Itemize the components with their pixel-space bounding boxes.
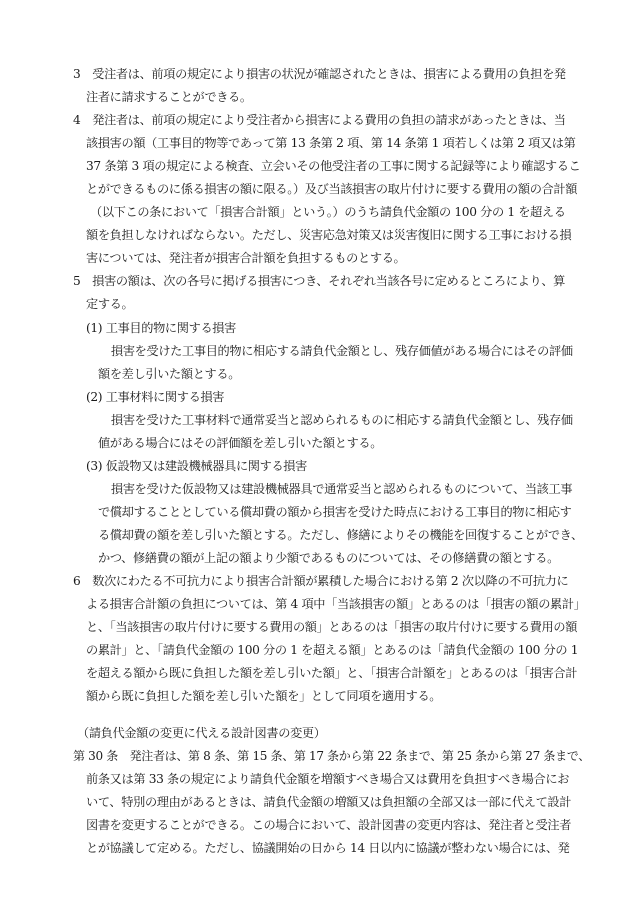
text-line: 前条又は第 33 条の規定により請負代金額を増額すべき場合又は費用を負担すべき場合にお xyxy=(86,772,570,786)
text-line: 値がある場合にはその評価額を差し引いた額とする。 xyxy=(98,436,383,450)
text-line: を超える額から既に負担した額を差し引いた額」と、「損害合計額を」とあるのは「損害合計 xyxy=(86,666,578,680)
text-line: とができるものに係る損害の額に限る。）及び当該損害の取片付けに要する費用の額の合計額 xyxy=(86,182,578,196)
text-line: 定する。 xyxy=(86,297,134,311)
text-line: 該損害の額（工事目的物等であって第 13 条第 2 項、第 14 条第 1 項若しくは第 2 項又は第 xyxy=(86,136,576,150)
text-line: る償却費の額を差し引いた額とする。ただし、修繕によりその機能を回復することができ、 xyxy=(98,528,583,542)
text-line: いて、特別の理由があるときは、請負代金額の増額又は負担額の全部又は一部に代えて設計 xyxy=(86,795,572,809)
text-line: 3 受注者は、前項の規定により損害の状況が確認されたときは、損害による費用の負担を発 xyxy=(73,67,566,81)
text-line: よる損害合計額の負担については、第 4 項中「当該損害の額」とあるのは「損害の額の累計」 xyxy=(86,597,586,611)
text-line: 額を差し引いた額とする。 xyxy=(98,367,241,381)
text-line: かつ、修繕費の額が上記の額より少額であるものについては、その修繕費の額とする。 xyxy=(98,551,559,565)
article-heading-line: 第 30 条 発注者は、第 8 条、第 15 条、第 17 条から第 22 条まで、第 25 条から第 27 条まで、 xyxy=(73,749,590,763)
text-line: (3) 仮設物又は建設機械器具に関する損害 xyxy=(86,459,307,473)
text-line: の累計」と、「請負代金額の 100 分の 1 を超える額」とあるのは「請負代金額の 100 分の 1 xyxy=(86,643,579,657)
text-line: 図書を変更することができる。この場合において、設計図書の変更内容は、発注者と受注者 xyxy=(86,818,572,832)
text-line: （以下この条において「損害合計額」という。）のうち請負代金額の 100 分の 1 を超える xyxy=(90,205,566,219)
text-line: 37 条第 3 項の規定による検査、立会いその他受注者の工事に関する記録等により確認するこ xyxy=(86,159,581,173)
section-heading: （請負代金額の変更に代える設計図書の変更） xyxy=(77,726,326,740)
text-line: 注者に請求することができる。 xyxy=(86,90,252,104)
text-line: 5 損害の額は、次の各号に掲げる損害につき、それぞれ当該各号に定めるところにより、算 xyxy=(73,274,566,288)
text-line: 損害を受けた仮設物又は建設機械器具で通常妥当と認められるものについて、当該工事 xyxy=(111,482,573,496)
text-line: 6 数次にわたる不可抗力により損害合計額が累積した場合における第 2 次以降の不可抗力に xyxy=(73,574,569,588)
text-line: 額から既に負担した額を差し引いた額を」として同項を適用する。 xyxy=(86,689,442,703)
text-line: 害については、発注者が損害合計額を負担するものとする。 xyxy=(86,251,406,265)
text-line: とが協議して定める。ただし、協議開始の日から 14 日以内に協議が整わない場合には、発 xyxy=(86,841,570,855)
text-line: 額を負担しなければならない。ただし、災害応急対策又は災害復旧に関する工事における損 xyxy=(86,228,572,242)
text-line: と、「当該損害の取片付けに要する費用の額」とあるのは「損害の取片付けに要する費用の額 xyxy=(86,620,578,634)
text-line: 損害を受けた工事目的物に相応する請負代金額とし、残存価値がある場合にはその評価 xyxy=(111,344,573,358)
text-line: で償却することとしている償却費の額から損害を受けた時点における工事目的物に相応す xyxy=(98,505,572,519)
text-line: (2) 工事材料に関する損害 xyxy=(86,390,225,404)
text-line: 4 発注者は、前項の規定により受注者から損害による費用の負担の請求があったときは、当 xyxy=(73,113,566,127)
text-line: (1) 工事目的物に関する損害 xyxy=(86,321,236,335)
text-line: 損害を受けた工事材料で通常妥当と認められるものに相応する請負代金額とし、残存価 xyxy=(111,413,573,427)
